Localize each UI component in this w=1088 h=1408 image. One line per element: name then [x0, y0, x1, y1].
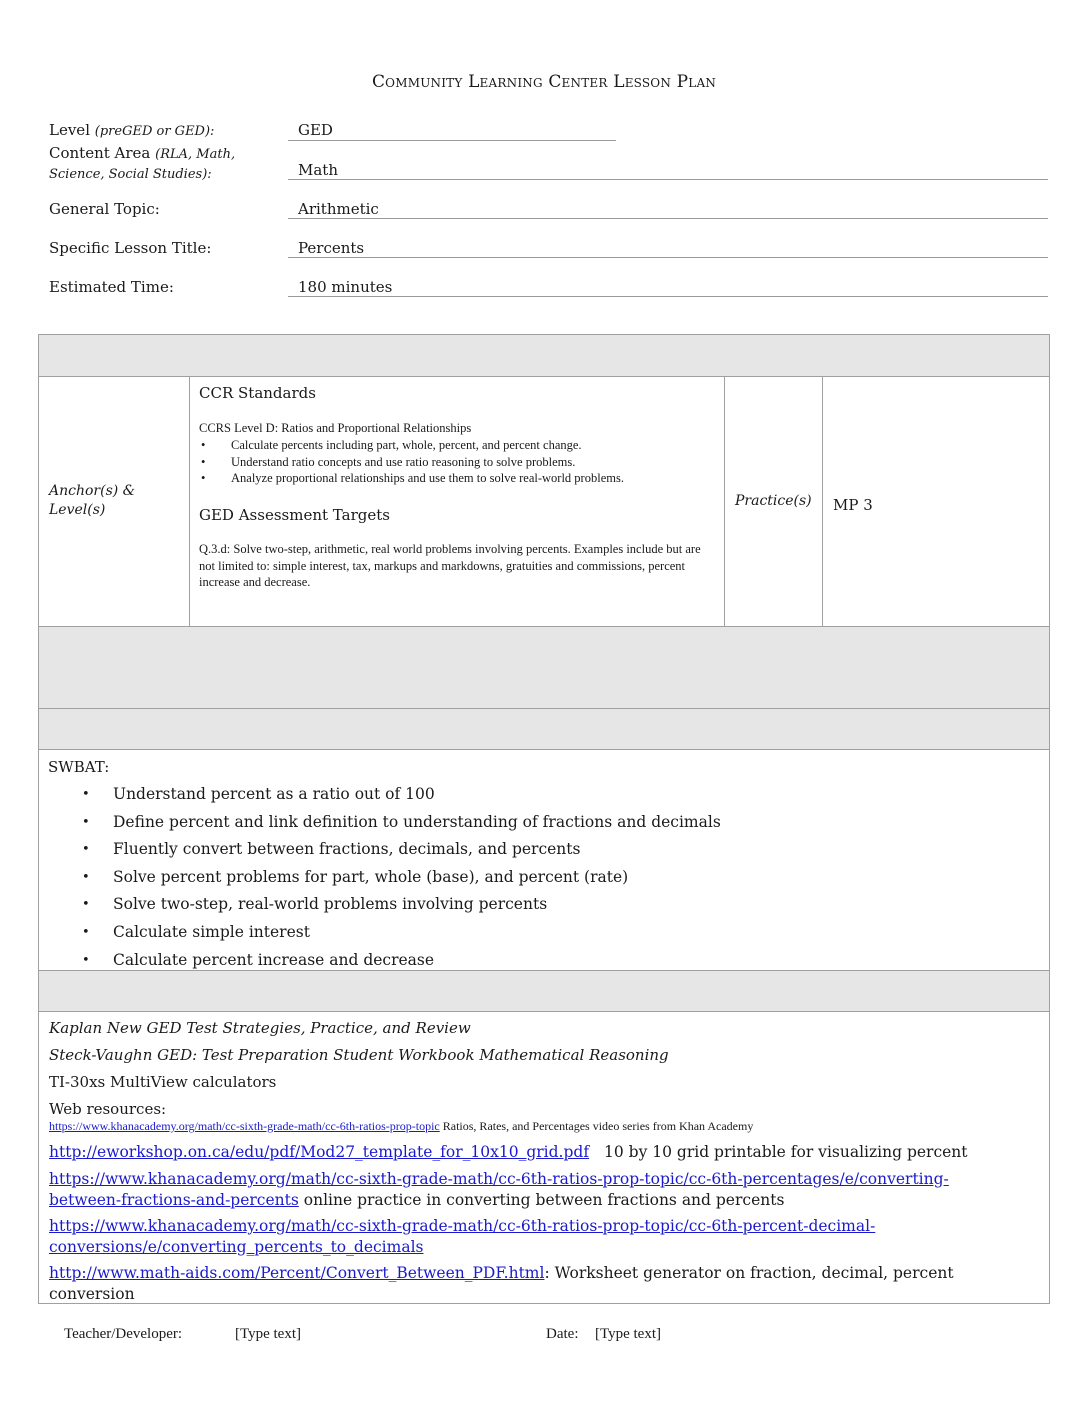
web-resource-link[interactable]: http://www.math-aids.com/Percent/Convert_Between_PDF.html — [49, 1264, 545, 1282]
level-value: GED — [298, 121, 333, 139]
list-item: • Solve two-step, real-world problems involving percents — [82, 891, 1032, 919]
section-header-bar — [39, 627, 1049, 708]
content-area-hint-1: (RLA, Math, — [155, 147, 236, 162]
level-label — [49, 121, 214, 141]
ged-targets-heading: GED Assessment Targets — [199, 506, 390, 524]
material-calculator: TI-30xs MultiView calculators — [49, 1073, 277, 1091]
date-value[interactable]: [Type text] — [595, 1326, 662, 1342]
general-topic-underline — [288, 218, 1048, 219]
web-resource-link-part-1: https://www.khanacademy.org/math/cc-sixth-grade-math/cc-6th-ratios-prop-topic/cc-6th-percentages/e/converting- — [49, 1170, 949, 1188]
web-resource-desc: 10 by 10 grid printable for visualizing percent — [604, 1143, 968, 1161]
list-item: • Calculate percent increase and decrease — [82, 947, 1032, 975]
column-divider — [822, 377, 823, 627]
column-divider — [724, 377, 725, 627]
web-resource-link-part-2: between-fractions-and-percents — [49, 1191, 299, 1209]
level-label-text: Level — [49, 121, 90, 139]
web-resource-desc: Ratios, Rates, and Percentages video series from Khan Academy — [442, 1119, 754, 1133]
web-resource-desc: online practice in converting between fractions and percents — [303, 1191, 785, 1209]
teacher-value[interactable]: [Type text] — [235, 1326, 302, 1342]
ccr-standards-heading: CCR Standards — [199, 384, 316, 402]
list-item: • Calculate percents including part, whole, percent, and percent change. — [199, 437, 719, 454]
content-area-label-text: Content Area — [49, 144, 151, 162]
ged-targets-text: Q.3.d: Solve two-step, arithmetic, real world problems involving percents. Examples include but are not limited to: simple interest, tax, markups and markdowns, gratuities and commissions, percent increase and decrease. — [199, 542, 701, 589]
date-label: Date: — [546, 1326, 579, 1342]
general-topic-value: Arithmetic — [298, 200, 379, 218]
content-area-label — [49, 144, 235, 184]
section-header-bar — [39, 335, 1049, 376]
anchor-level-label — [49, 482, 135, 520]
teacher-label: Teacher/Developer: — [64, 1326, 183, 1342]
section-header-bar — [39, 971, 1049, 1011]
material-book-2: Steck-Vaughn GED: Test Preparation Student Workbook Mathematical Reasoning — [49, 1046, 669, 1064]
list-item: • Calculate simple interest — [82, 919, 1032, 947]
web-resource-link-part-1: https://www.khanacademy.org/math/cc-sixth-grade-math/cc-6th-ratios-prop-topic/cc-6th-percent-decimal- — [49, 1217, 876, 1235]
web-resource-1 — [49, 1119, 1049, 1134]
column-divider — [189, 377, 190, 627]
ccrs-list — [199, 437, 719, 487]
estimated-time-label: Estimated Time: — [49, 278, 174, 296]
web-resource-desc-cont: conversion — [49, 1285, 135, 1303]
level-hint: (preGED or GED): — [94, 124, 215, 139]
list-item: • Solve percent problems for part, whole (base), and percent (rate) — [82, 864, 1032, 892]
anchor-label-line-2: Level(s) — [49, 502, 106, 518]
web-resource-link[interactable]: http://eworkshop.on.ca/edu/pdf/Mod27_template_for_10x10_grid.pdf — [49, 1143, 590, 1161]
ccrs-level: CCRS Level D: Ratios and Proportional Relationships — [199, 421, 472, 435]
web-resource-desc: : Worksheet generator on fraction, decimal, percent — [544, 1264, 954, 1282]
page-title: Community Learning Center Lesson Plan — [371, 72, 717, 92]
list-item: • Define percent and link definition to understanding of fractions and decimals — [82, 809, 1032, 837]
estimated-time-underline — [288, 296, 1048, 297]
list-item: • Understand percent as a ratio out of 100 — [82, 781, 1032, 809]
list-item: • Fluently convert between fractions, decimals, and percents — [82, 836, 1032, 864]
content-area-value: Math — [298, 161, 338, 179]
practice-label: Practice(s) — [735, 493, 812, 509]
row-divider — [38, 749, 1050, 750]
web-resource-link[interactable] — [49, 1217, 875, 1256]
material-book-1: Kaplan New GED Test Strategies, Practice, and Review — [49, 1019, 471, 1037]
level-underline — [288, 140, 616, 141]
anchor-label-line-1: Anchor(s) & — [49, 483, 136, 499]
lesson-title-label: Specific Lesson Title: — [49, 239, 212, 257]
web-resources-label: Web resources: — [49, 1100, 167, 1118]
web-resource-4 — [49, 1216, 1034, 1258]
estimated-time-value: 180 minutes — [298, 278, 393, 296]
web-resource-link-part-2: conversions/e/converting_percents_to_decimals — [49, 1238, 424, 1256]
web-resource-link[interactable]: https://www.khanacademy.org/math/cc-sixth-grade-math/cc-6th-ratios-prop-topic — [49, 1119, 440, 1133]
web-resource-2 — [49, 1142, 1034, 1163]
lesson-title-underline — [288, 257, 1048, 258]
web-resource-3 — [49, 1169, 1034, 1211]
section-header-bar — [39, 709, 1049, 749]
web-resource-5 — [49, 1263, 1034, 1305]
practice-value: MP 3 — [833, 496, 873, 514]
row-divider — [38, 1011, 1050, 1012]
content-area-hint-2: Science, Social Studies): — [49, 167, 212, 182]
content-area-underline — [288, 179, 1048, 180]
list-item: • Understand ratio concepts and use ratio reasoning to solve problems. — [199, 454, 719, 471]
swbat-list — [82, 781, 1032, 974]
swbat-label: SWBAT: — [48, 758, 110, 776]
general-topic-label: General Topic: — [49, 200, 160, 218]
lesson-title-value: Percents — [298, 239, 365, 257]
list-item: • Analyze proportional relationships and use them to solve real-world problems. — [199, 470, 719, 487]
